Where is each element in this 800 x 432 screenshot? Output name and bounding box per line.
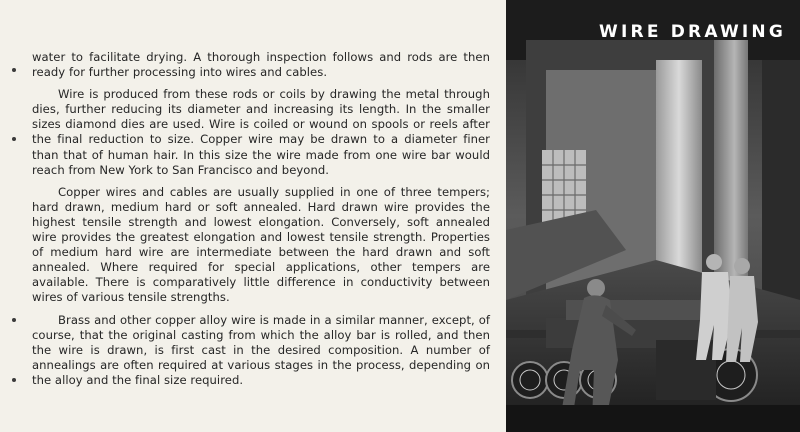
paragraph-wire-production: Wire is produced from these rods or coils by drawing the metal through dies, further reducing its diameter and increasing its length. In the smaller sizes diamond dies are used. Wire is coiled or wound on spools or reels after the final reduction to size. Copper wire may be drawn to a diameter finer than that of human hair. In this size the wire made from one wire bar would reach from New York to San Francisco and beyond. <box>32 87 490 177</box>
factory-scene-illustration <box>506 0 800 432</box>
photo-title: WIRE DRAWING <box>599 22 786 42</box>
margin-mark <box>12 137 16 141</box>
margin-mark <box>12 378 16 382</box>
paragraph-continuation: water to facilitate drying. A thorough inspection follows and rods are then ready for further processing into wires and cables. <box>32 50 490 80</box>
margin-mark <box>12 68 16 72</box>
wire-drawing-photo <box>506 0 800 432</box>
paragraph-tempers: Copper wires and cables are usually supplied in one of three tempers; hard drawn, medium hard or soft annealed. Hard drawn wire provides the highest tensile strength and lowest elongation. Conversely, soft annealed wire provides the greatest elongation and lowest tensile strength. Properties of medium hard wire are intermediate between the hard drawn and soft annealed. Where required for special applications, other tempers are available. There is comparatively little difference in conductivity between wires of various tensile strengths. <box>32 184 490 305</box>
paragraph-alloy-wire: Brass and other copper alloy wire is made in a similar manner, except, of course, that the original casting from which the alloy bar is rolled, and then the wire is drawn, is first cast in the desired composition. A number of annealings are often required at various stages in the process, depending on the alloy and the final size required. <box>32 312 490 387</box>
body-text <box>32 50 490 395</box>
margin-mark <box>12 318 16 322</box>
